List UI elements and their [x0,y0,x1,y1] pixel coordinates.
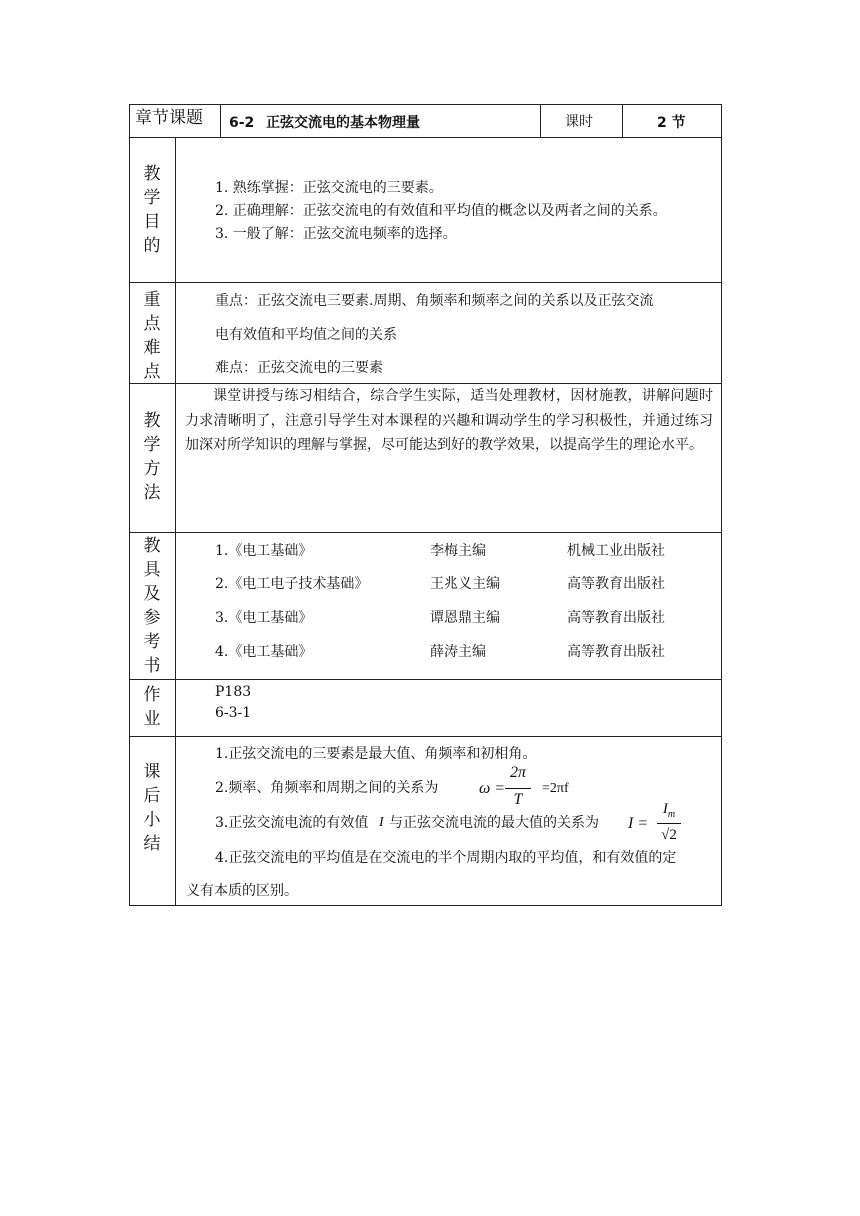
hours-label: 课时 [565,114,593,130]
reference-publisher: 高等教育出版社 [567,576,665,592]
reference-editor: 谭恩鼎主编 [430,610,500,626]
column-divider [220,104,221,138]
keypoint-difficult: 难点：正弦交流电的三要素 [215,360,383,376]
label-column-divider [175,137,176,906]
reference-publisher: 机械工业出版社 [567,543,665,559]
column-divider [622,104,623,138]
formula-omega-rhs: =2πf [542,781,569,796]
homework-exercise: 6-3-1 [215,705,252,721]
summary-item-4-line2: 义有本质的区别。 [186,883,298,899]
method-label: 教 学 方 法 [143,411,161,503]
reference-publisher: 高等教育出版社 [567,610,665,626]
objective-item: 3. 一般了解：正弦交流电频率的选择。 [215,226,457,242]
summary-label: 课 后 小 结 [143,762,161,854]
reference-publisher: 高等教育出版社 [567,644,665,660]
row-divider [129,736,722,737]
topic-number: 6-2 [229,115,255,131]
row-divider [129,137,722,138]
keypoint-main-cont: 电有效值和平均值之间的关系 [215,327,397,343]
hours-value: 2 节 [657,115,686,131]
reference-title: 4.《电工基础》 [215,644,313,660]
objective-item: 2. 正确理解：正弦交流电的有效值和平均值的概念以及两者之间的关系。 [215,203,667,219]
column-divider [540,104,541,138]
reference-editor: 李梅主编 [430,543,486,559]
summary-item-4-line1: 4.正弦交流电的平均值是在交流电的半个周期内取的平均值，和有效值的定 [215,850,677,866]
summary-item-1: 1.正弦交流电的三要素是最大值、角频率和初相角。 [215,746,537,762]
method-text: 课堂讲授与练习相结合，综合学生实际，适当处理教材，因材施教，讲解问题时力求清晰明了，注意引导学生对本课程的兴趣和调动学生的学习积极性，并通过练习加深对所学知识的理解与掌握，尽可能达到好的教学效果，以提高学生的理论水平。 [185,388,713,453]
homework-label: 作 业 [143,685,161,729]
formula-omega-denominator: T [513,791,523,808]
formula-omega-fraction-bar [505,788,531,789]
formula-omega-lhs: ω = [479,780,506,797]
reference-editor: 王兆义主编 [430,576,500,592]
reference-title: 2.《电工电子技术基础》 [215,576,369,592]
keypoint-main: 重点：正弦交流电三要素.周期、角频率和频率之间的关系以及正弦交流 [215,293,654,309]
reference-editor: 薛涛主编 [430,644,486,660]
summary-item-3-var: I [379,815,384,830]
reference-title: 1.《电工基础》 [215,543,313,559]
formula-rms-denominator: √2 [661,827,677,843]
summary-item-2: 2.频率、角频率和周期之间的关系为 [215,780,439,796]
keypoints-label: 重 点 难 点 [143,290,161,382]
objectives-label: 教 学 目 的 [143,164,161,256]
row-divider [129,282,722,283]
row-divider [129,532,722,533]
formula-omega-numerator: 2π [509,764,526,781]
references-label: 教 具 及 参 考 书 [143,536,161,676]
row-divider [129,679,722,680]
topic-title: 正弦交流电的基本物理量 [266,115,420,131]
summary-item-3b: 与正弦交流电流的最大值的关系为 [389,815,599,831]
summary-item-3a: 3.正弦交流电流的有效值 [215,815,369,831]
homework-page: P183 [215,684,252,700]
formula-rms-fraction-bar [657,823,681,824]
formula-rms-lhs: I = [628,815,649,832]
reference-title: 3.《电工基础》 [215,610,313,626]
objective-item: 1. 熟练掌握：正弦交流电的三要素。 [215,180,443,196]
chapter-label: 章节课题 [135,108,203,128]
formula-rms-numerator: $I_m$ [662,801,676,820]
